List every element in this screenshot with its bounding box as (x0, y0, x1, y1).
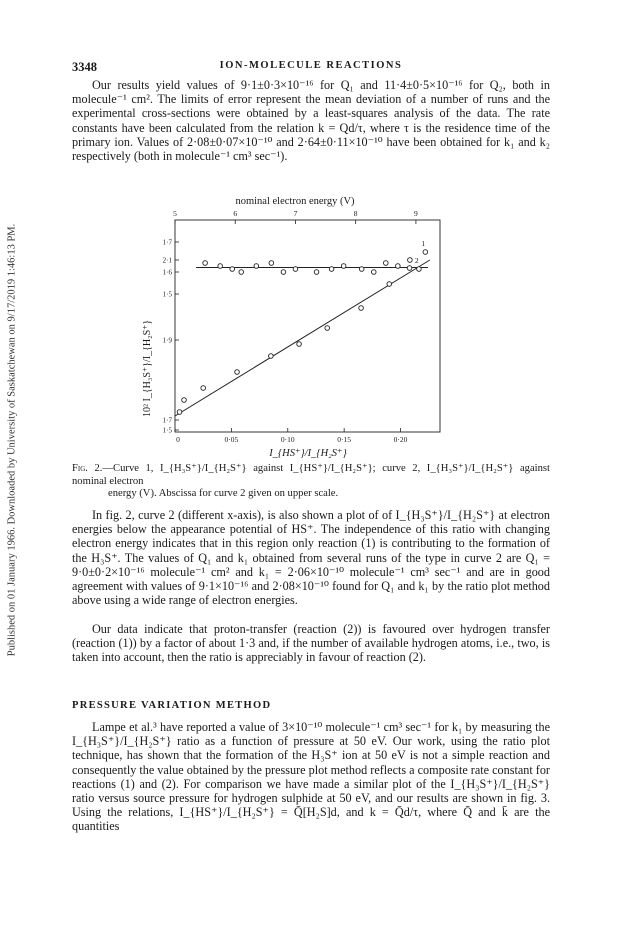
y-tick-label: 1·5 (162, 290, 172, 299)
caption-text-cont: energy (V). Abscissa for curve 2 given on upper scale. (108, 488, 339, 499)
top-axis-label: nominal electron energy (V) (235, 196, 355, 207)
bottom-axis-label: I_{HS⁺}/I_{H₂S⁺} (269, 448, 347, 459)
point-curve-2 (396, 264, 401, 269)
bottom-tick-label: 0·15 (337, 435, 352, 444)
download-notice-text: Published on 01 January 1966. Downloaded by University of Saskatchewan on 9/17/2019 1:46:13 PM. (6, 223, 18, 657)
paragraph-proton-transfer: Our data indicate that proton-transfer (reaction (2)) is favoured over hydrogen transfer (reaction (1)) by a factor of about 1·3 and, if the number of available hydrogen atoms, i.e., two, is taken into account, then the ratio is appreciably in favour of reaction (2). (72, 622, 550, 665)
point-curve-1 (269, 354, 274, 359)
y-tick-label: 1·6 (162, 268, 172, 277)
caption-text: —Curve 1, I_{H₃S⁺}/I_{H₂S⁺} against I_{HS⁺}/I_{H₂S⁺}; curve 2, I_{H₃S⁺}/I_{H₂S⁺} against nominal electron (72, 463, 550, 487)
point-curve-2 (254, 264, 259, 269)
caption-label: Fig. 2. (72, 463, 103, 474)
data-points (177, 239, 427, 414)
point-curve-1 (177, 410, 182, 415)
point-curve-2 (230, 267, 235, 272)
point-curve-1 (182, 398, 187, 403)
point-curve-2 (239, 270, 244, 275)
section-heading: PRESSURE VARIATION METHOD (72, 700, 272, 711)
point-curve-1 (297, 342, 302, 347)
y-tick-label: 1·5 (162, 426, 172, 435)
top-tick-label: 9 (414, 209, 418, 218)
point-curve-2 (293, 267, 298, 272)
chart-svg (130, 192, 460, 462)
point-curve-1 (423, 250, 428, 255)
point-curve-2 (408, 258, 413, 263)
y-tick-label: 2·1 (162, 256, 172, 265)
point-curve-2 (341, 264, 346, 269)
top-axis-ticks (173, 209, 418, 224)
point-curve-2 (218, 264, 223, 269)
bottom-tick-label: 0 (176, 435, 180, 444)
paragraph-lampe: Lampe et al.³ have reported a value of 3×10⁻¹⁰ molecule⁻¹ cm³ sec⁻¹ for k₁ by measuring the I_{H₃S⁺}/I_{H₂S⁺} ratio as a function of pressure at 50 eV. Our work, using the ratio plot technique, has shown that the formation of the H₃S⁺ ion at 50 eV is not a simple reaction and consequently the value obtained by the pressure plot method reflects a composite rate constant for reactions (1) and (2). For comparison we have made a similar plot of the I_{H₃S⁺}/I_{H₂S⁺} ratio versus source pressure for hydrogen sulphide at 50 eV, and our results are shown in fig. 3. Using the relations, I_{HS⁺}/I_{H₂S⁺} = Q̄[H₂S]d, and k = Q̄d/τ, where Q̄ and k̄ are the quantities (72, 720, 550, 834)
paragraph-curve-2: In fig. 2, curve 2 (different x-axis), is also shown a plot of of I_{H₃S⁺}/I_{H₂S⁺} at electron energies below the appearance potential of HS⁺. The independence of this ratio with changing electron energy indicates that in this region only reaction (1) is contributing to the formation of the H₃S⁺. The values of Q₁ and k₁ obtained from several runs of the type in curve 2 are Q₁ = 9·0±0·2×10⁻¹⁶ molecule⁻¹ cm² and k₁ = 2·06×10⁻¹⁰ molecule⁻¹ cm³ sec⁻¹ and are in good agreement with values of 9·1×10⁻¹⁶ and 2·08×10⁻¹⁰ found for Q₁ and k₁ by the ratio plot method above using a wide range of electron energies. (72, 508, 550, 608)
y-tick-label: 1·7 (162, 238, 172, 247)
point-curve-2 (314, 270, 319, 275)
figure-2 (130, 192, 460, 462)
bottom-axis-ticks (175, 428, 408, 444)
point-curve-2 (371, 270, 376, 275)
bottom-tick-label: 0·05 (224, 435, 239, 444)
point-curve-2 (359, 267, 364, 272)
point-curve-1 (407, 266, 412, 271)
point-curve-1 (201, 386, 206, 391)
y-axis-label: 10² I_{H₃S⁺}/I_{H₂S⁺} (142, 319, 153, 417)
point-curve-1 (325, 326, 330, 331)
curve-label-1: 1 (421, 239, 426, 248)
plot-frame (175, 220, 440, 432)
point-curve-2 (417, 267, 422, 272)
point-curve-1 (359, 306, 364, 311)
curve-label-2: 2 (414, 256, 419, 265)
y-tick-label: 1·9 (162, 336, 172, 345)
page-header (72, 60, 550, 76)
y-axis-ticks (163, 239, 179, 435)
point-curve-2 (203, 261, 208, 266)
point-curve-2 (269, 261, 274, 266)
point-curve-1 (387, 282, 392, 287)
top-tick-label: 5 (173, 209, 177, 218)
point-curve-2 (329, 267, 334, 272)
bottom-tick-label: 0·10 (280, 435, 295, 444)
point-curve-1 (235, 370, 240, 375)
paragraph-results: Our results yield values of 9·1±0·3×10⁻¹⁶ for Q₁ and 11·4±0·5×10⁻¹⁶ for Q₂, both in molecule⁻¹ cm². The limits of error represent the mean deviation of a number of runs and the experimental cross-sections were obtained by a least-squares analysis of the data. The rate constants have been calculated from the relation k = Qd/τ, where τ is the residence time of the primary ion. Values of 2·08±0·07×10⁻¹⁰ and 2·64±0·11×10⁻¹⁰ have been obtained for k₁ and k₂ respectively (both in molecule⁻¹ cm³ sec⁻¹). (72, 78, 550, 164)
y-tick-label: 1·7 (162, 416, 172, 425)
top-tick-label: 7 (293, 209, 298, 218)
running-title: ION-MOLECULE REACTIONS (219, 60, 403, 71)
figure-caption (72, 463, 550, 501)
bottom-tick-label: 0·20 (393, 435, 408, 444)
download-notice (4, 95, 20, 785)
top-tick-label: 6 (233, 209, 238, 218)
point-curve-2 (383, 261, 388, 266)
point-curve-2 (281, 270, 286, 275)
page-number: 3348 (72, 60, 97, 74)
top-tick-label: 8 (353, 209, 358, 218)
